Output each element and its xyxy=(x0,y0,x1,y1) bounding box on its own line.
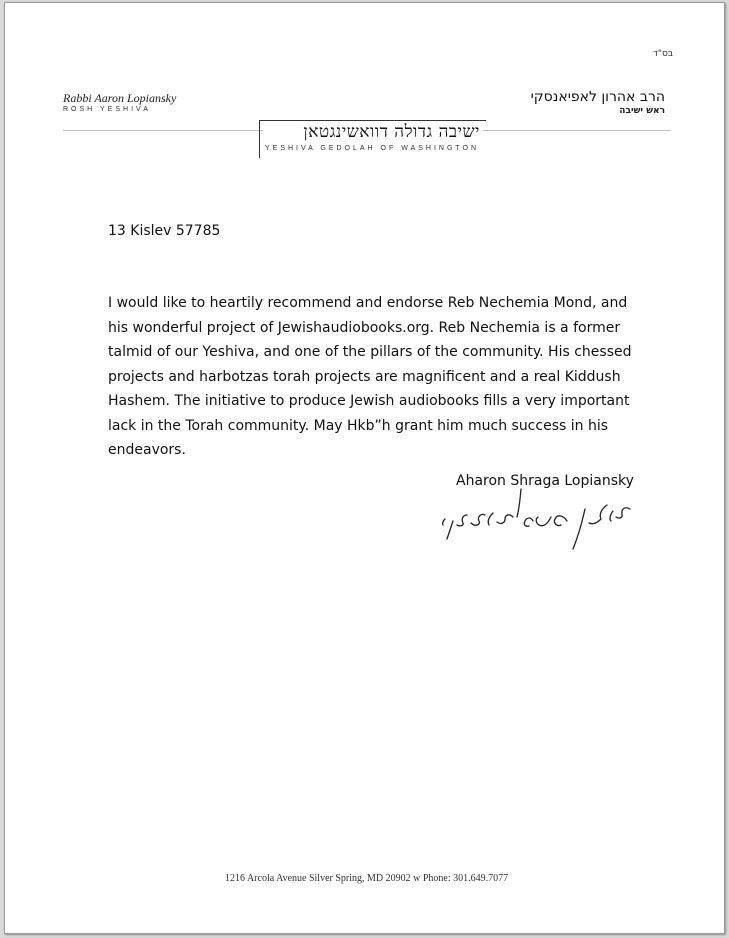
body-line: Hashem. The initiative to produce Jewish audiobooks fills a very important xyxy=(108,393,630,409)
logo-hebrew: ישיבה גדולה דוואשינגטאן xyxy=(303,122,480,142)
letterhead-rule-right xyxy=(483,130,671,131)
bsd-mark: בס"ד xyxy=(653,49,674,59)
footer-address: 1216 Arcola Avenue Silver Spring, MD 20902 w Phone: 301.649.7077 xyxy=(225,873,509,884)
body-line: I would like to heartily recommend and endorse Reb Nechemia Mond, and xyxy=(108,295,628,311)
hebrew-title: ראש ישיבה xyxy=(619,106,665,116)
body-line: his wonderful project of Jewishaudiobooks.org. Reb Nechemia is a former xyxy=(108,319,621,336)
letterhead-rule-left xyxy=(63,130,263,131)
body-line: endeavors. xyxy=(108,442,186,458)
body-line: talmid of our Yeshiva, and one of the pillars of the community. His chessed xyxy=(108,344,632,360)
body-line: lack in the Torah community. May Hkb”h grant him much success in his xyxy=(108,417,609,434)
english-name: Rabbi Aaron Lopiansky xyxy=(63,91,177,105)
hebrew-name: הרב אהרון לאפיאנסקי xyxy=(530,89,665,105)
signatory-name: Aharon Shraga Lopiansky xyxy=(456,473,634,489)
letter-page xyxy=(4,2,725,934)
handwritten-signature xyxy=(435,481,645,561)
logo-english: YESHIVA GEDOLAH OF WASHINGTON xyxy=(265,145,480,152)
body-line: projects and harbotzas torah projects are magnificent and a real Kiddush xyxy=(108,368,621,385)
letter-date: 13 Kislev 57785 xyxy=(108,223,221,239)
letter-body xyxy=(108,291,648,463)
yeshiva-logo xyxy=(259,120,486,158)
english-title: ROSH YESHIVA xyxy=(63,106,151,113)
